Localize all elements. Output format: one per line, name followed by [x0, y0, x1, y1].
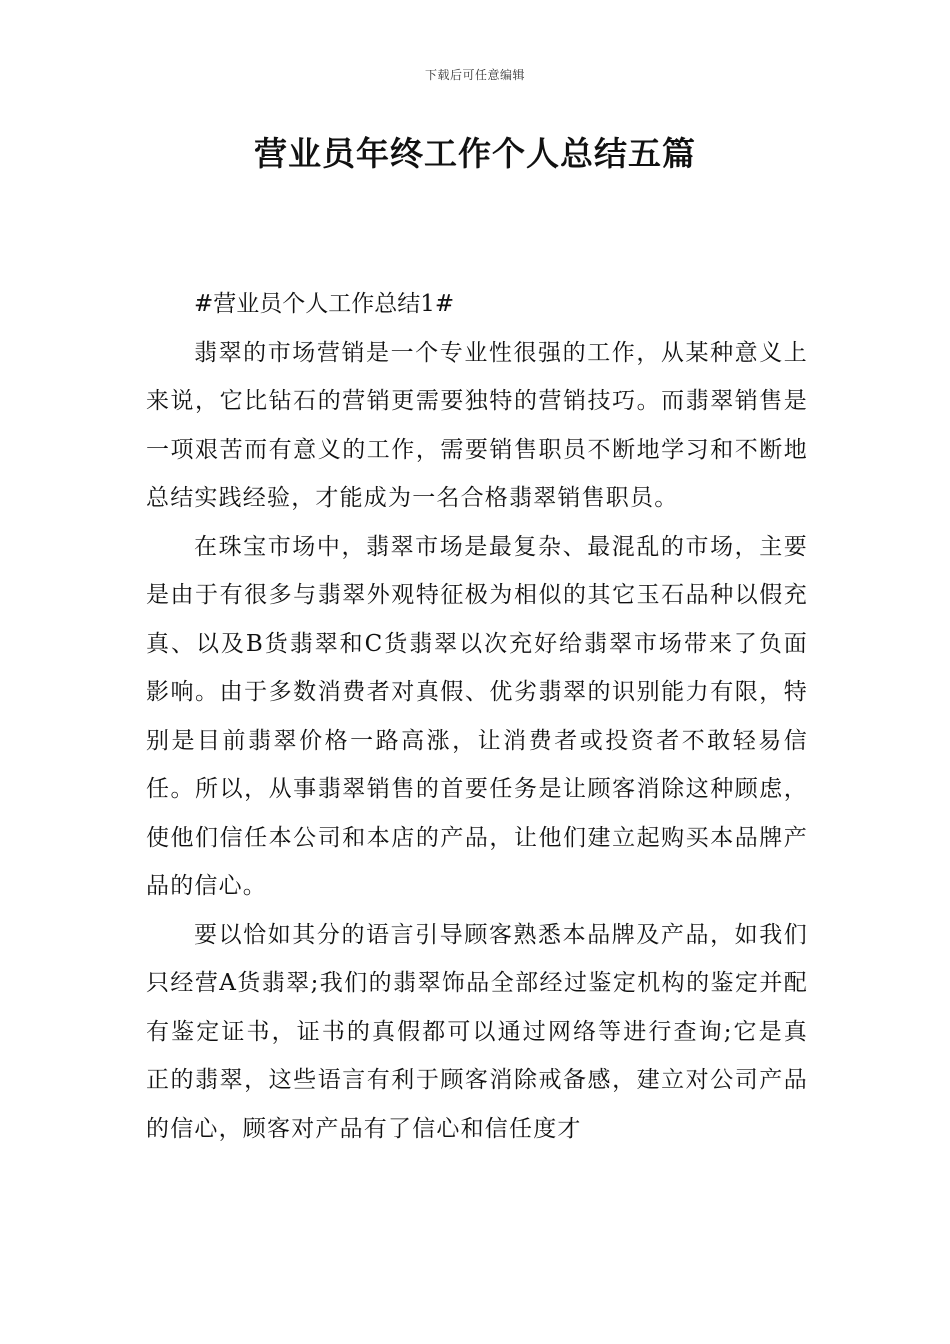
header-note: 下载后可任意编辑 [424, 68, 525, 82]
paragraph-1: 翡翠的市场营销是一个专业性很强的工作，从某种意义上来说，它比钻石的营销更需要独特的营销技巧。而翡翠销售是一项艰苦而有意义的工作，需要销售职员不断地学习和不断地总结实践经验，才能成为一名合格翡翠销售职员。 [146, 339, 808, 511]
section-heading: #营业员个人工作总结1# [194, 291, 455, 317]
document-title: 营业员年终工作个人总结五篇 [254, 134, 696, 173]
paragraph-2: 在珠宝市场中，翡翠市场是最复杂、最混乱的市场，主要是由于有很多与翡翠外观特征极为相似的其它玉石品种以假充真、以及B货翡翠和C货翡翠以次充好给翡翠市场带来了负面影响。由于多数消费者对真假、优劣翡翠的识别能力有限，特别是目前翡翠价格一路高涨，让消费者或投资者不敢轻易信任。所以，从事翡翠销售的首要任务是让顾客消除这种顾虑，使他们信任本公司和本店的产品，让他们建立起购买本品牌产品的信心。 [146, 533, 808, 899]
paragraph-3: 要以恰如其分的语言引导顾客熟悉本品牌及产品，如我们只经营A货翡翠;我们的翡翠饰品全部经过鉴定机构的鉴定并配有鉴定证书，证书的真假都可以通过网络等进行查询;它是真正的翡翠，这些语言有利于顾客消除戒备感，建立对公司产品的信心，顾客对产品有了信心和信任度才 [146, 921, 808, 1142]
document-body [146, 280, 808, 1153]
